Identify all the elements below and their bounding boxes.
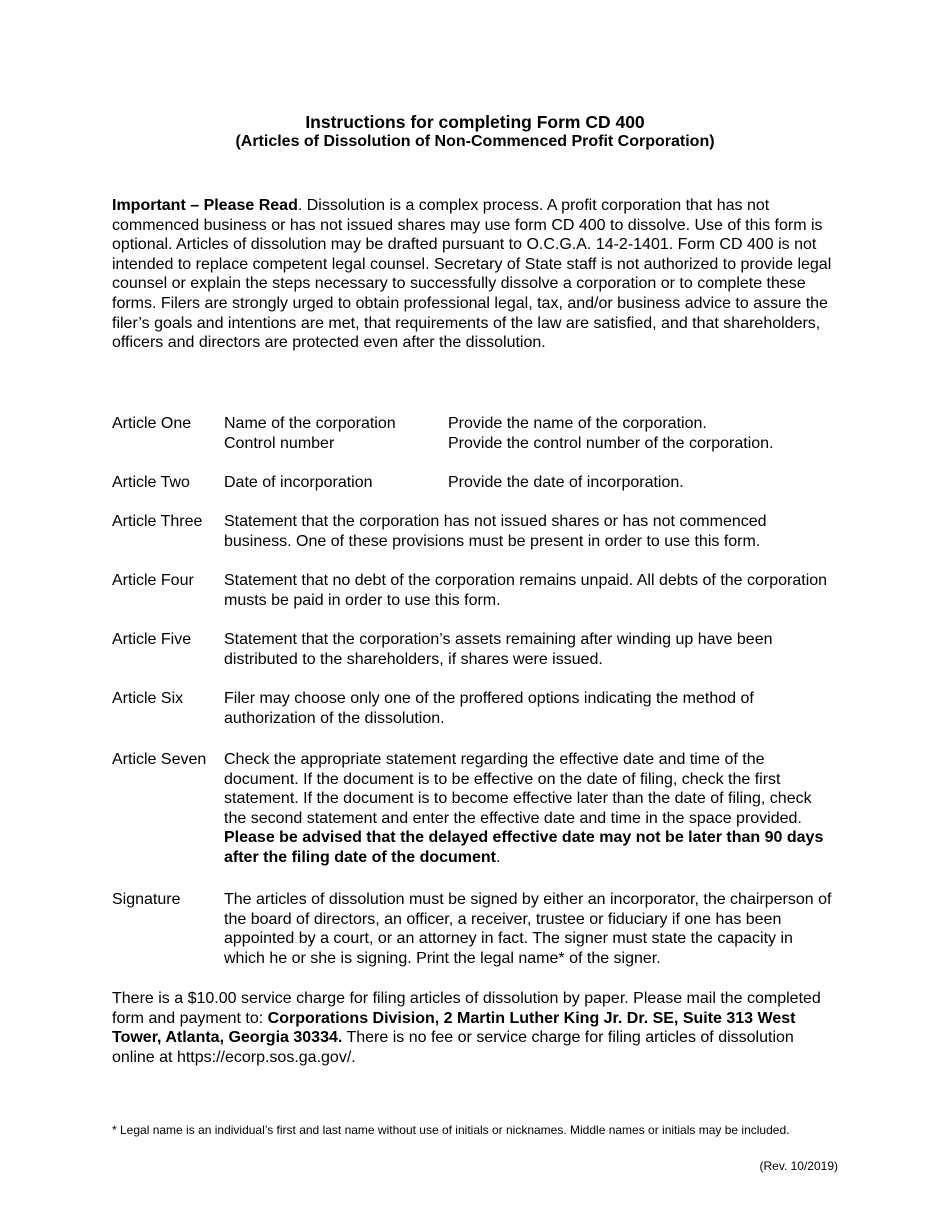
article-seven-row [112, 750, 842, 870]
article-three-desc: Statement that the corporation has not issued shares or has not commenced business. One of these provisions must be present in order to use this form. [224, 513, 767, 550]
article-three-label: Article Three [112, 513, 203, 530]
article-five-desc: Statement that the corporation’s assets remaining after winding up have been distributed to the shareholders, if shares were issued. [224, 631, 773, 668]
article-seven-end: . [496, 848, 501, 866]
article-four-row [112, 571, 842, 611]
article-seven-desc [224, 750, 836, 868]
article-five-row [112, 630, 842, 670]
article-six-label: Article Six [112, 690, 184, 707]
article-six-desc: Filer may choose only one of the proffered options indicating the method of authorization of the dissolution. [224, 690, 754, 727]
closing-text-2: There is no fee or service charge for filing articles of dissolution online at https://ecorp.sos.ga.gov/. [112, 1029, 794, 1066]
closing-text-1: There is a $10.00 service charge for filing articles of dissolution by paper. Please mail the completed form and payment to: [112, 990, 821, 1027]
legal-name-footnote: * Legal name is an individual’s first and last name without use of initials or nicknames. Middle names or initials may be included. [112, 1123, 790, 1137]
signature-label: Signature [112, 891, 181, 908]
article-two-row [112, 473, 842, 493]
article-one-label: Article One [112, 415, 192, 432]
article-one-fields [224, 414, 448, 453]
article-one-field-name: Name of the corporation [224, 415, 396, 432]
article-six-row [112, 689, 842, 729]
article-two-desc: Provide the date of incorporation. [448, 474, 684, 491]
article-one-desc-control: Provide the control number of the corporation. [448, 434, 774, 452]
revision-date: (Rev. 10/2019) [759, 1159, 838, 1173]
intro-paragraph [112, 196, 838, 353]
article-seven-text: Check the appropriate statement regarding the effective date and time of the document. If the document is to be effective on the date of filing, check the first statement. If the document is to become effective later than the date of filing, check the second statement and enter the effective date and time in the space provided. [224, 751, 812, 827]
intro-lead: Important – Please Read [112, 197, 298, 214]
article-four-label: Article Four [112, 572, 194, 589]
document-title: Instructions for completing Form CD 400 [305, 112, 645, 132]
article-five-label: Article Five [112, 631, 192, 648]
article-one-field-control: Control number [224, 434, 335, 452]
article-two-field: Date of incorporation [224, 474, 373, 491]
signature-desc: The articles of dissolution must be signed by either an incorporator, the chairperson of the board of directors, an officer, a receiver, trustee or fiduciary if one has been appointed by a court, or an attorney in fact. The signer must state the capacity in which he or she is signing. Print the legal name* of the signer. [224, 891, 832, 967]
closing-paragraph [112, 989, 838, 1067]
article-seven-label: Article Seven [112, 751, 207, 768]
closing-address: Corporations Division, 2 Martin Luther King Jr. Dr. SE, Suite 313 West Tower, Atlanta, Georgia 30334. [112, 1009, 796, 1047]
article-three-row [112, 512, 842, 552]
intro-text: . Dissolution is a complex process. A profit corporation that has not commenced business or has not issued shares may use form CD 400 to dissolve. Use of this form is optional. Articles of dissolution may be drafted pursuant to O.C.G.A. 14-2-1401. Form CD 400 is not intended to replace competent legal counsel. Secretary of State staff is not authorized to provide legal counsel or explain the steps necessary to successfully dissolve a corporation or to complete these forms. Filers are strongly urged to obtain professional legal, tax, and/or business advice to assure the filer’s goals and intentions are met, that requirements of the law are satisfied, and that shareholders, officers and directors are protected even after the dissolution. [112, 197, 832, 352]
article-four-desc: Statement that no debt of the corporation remains unpaid. All debts of the corporation musts be paid in order to use this form. [224, 572, 828, 609]
article-one-descriptions [448, 414, 848, 453]
article-seven-bold-notice: Please be advised that the delayed effective date may not be later than 90 days after the filing date of the document [224, 829, 824, 866]
article-one-row [112, 414, 842, 454]
signature-row [112, 890, 842, 970]
article-two-label: Article Two [112, 474, 190, 491]
document-subtitle: (Articles of Dissolution of Non-Commenced Profit Corporation) [235, 133, 715, 150]
article-one-desc-name: Provide the name of the corporation. [448, 415, 707, 432]
